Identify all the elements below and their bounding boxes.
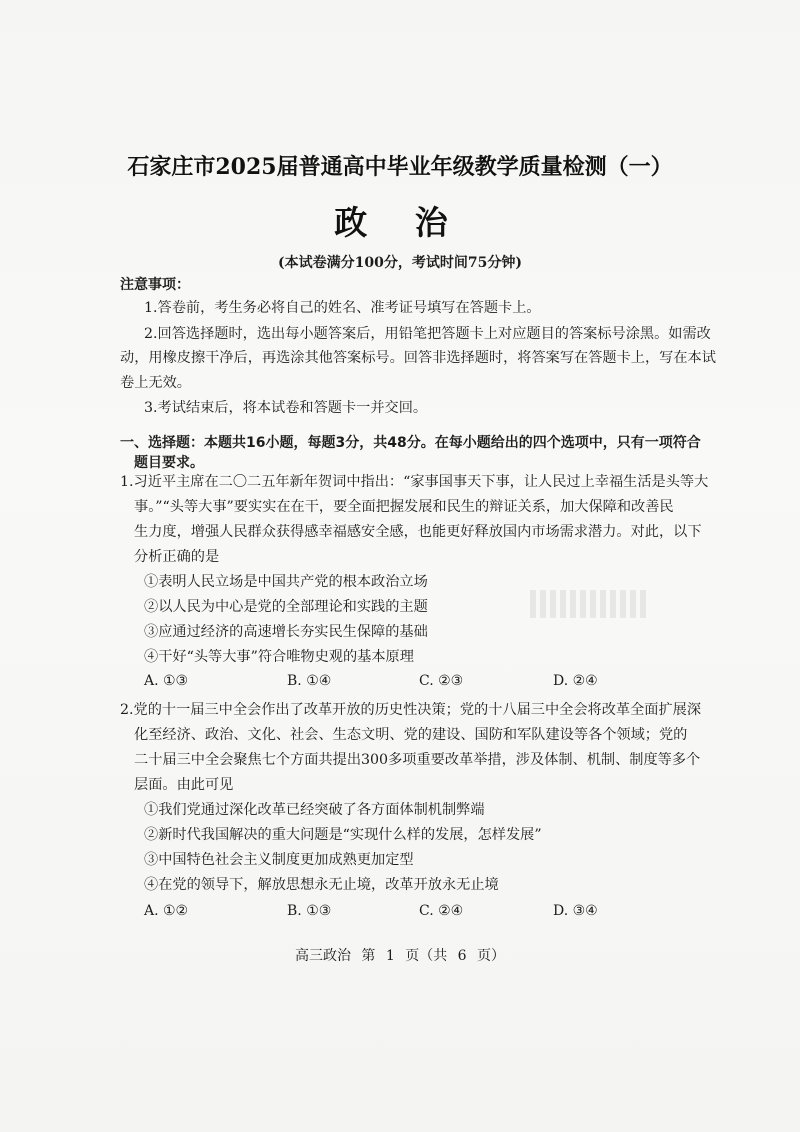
subject-title: 政 治 — [334, 203, 466, 242]
q1-option-b: B. ①④ — [287, 673, 332, 689]
notice-item-3: 3.考试结束后，将本试卷和答题卡一并交回。 — [144, 400, 428, 416]
q1-option-c: C. ②③ — [419, 673, 464, 689]
q1-option-a: A. ①③ — [144, 673, 189, 689]
q1-statement-4: ④干好“头等大事”符合唯物史观的基本原理 — [144, 649, 414, 665]
q2-statement-2: ②新时代我国解决的重大问题是“实现什么样的发展，怎样发展” — [144, 827, 542, 843]
exam-info: (本试卷满分100分，考试时间75分钟) — [278, 255, 522, 271]
notice-item-2-line-1: 2.回答选择题时，选出每小题答案后，用铅笔把答题卡上对应题目的答案标号涂黑。如需改 — [144, 326, 711, 342]
section-heading-line-2: 题目要求。 — [134, 455, 204, 471]
q1-stem-line-4: 分析正确的是 — [134, 549, 220, 565]
q1-option-d: D. ②④ — [553, 673, 598, 689]
q1-statement-2: ②以人民为中心是党的全部理论和实践的主题 — [144, 599, 428, 615]
q1-statement-3: ③应通过经济的高速增长夯实民生保障的基础 — [144, 624, 428, 640]
q2-option-b: B. ①③ — [287, 903, 332, 919]
q2-stem-line-2: 化至经济、政治、文化、社会、生态文明、党的建设、国防和军队建设等各个领域；党的 — [134, 727, 688, 743]
q2-statement-3: ③中国特色社会主义制度更加成熟更加定型 — [144, 852, 414, 868]
q1-stem-line-2: 事。”“头等大事”要实实在在干，要全面把握发展和民生的辩证关系，加大保障和改善民 — [134, 499, 674, 515]
notice-item-2-line-2: 动，用橡皮擦干净后，再选涂其他答案标号。回答非选择题时，将答案写在答题卡上，写在本试 — [120, 350, 716, 366]
page-footer: 高三政治 第 1 页（共 6 页） — [294, 948, 506, 964]
q1-statement-1: ①表明人民立场是中国共产党的根本政治立场 — [144, 574, 428, 590]
q1-stem-line-1: 1.习近平主席在二〇二五年新年贺词中指出：“家事国事天下事，让人民过上幸福生活是头等大 — [120, 474, 709, 490]
faint-watermark — [530, 590, 650, 618]
notice-item-1: 1.答卷前，考生务必将自己的姓名、准考证号填写在答题卡上。 — [144, 300, 541, 316]
notice-heading: 注意事项： — [120, 277, 190, 293]
q2-option-a: A. ①② — [144, 903, 189, 919]
q2-stem-line-4: 层面。由此可见 — [134, 777, 234, 793]
q2-stem-line-1: 2.党的十一届三中全会作出了改革开放的历史性决策；党的十八届三中全会将改革全面扩展深 — [120, 702, 702, 718]
exam-title: 石家庄市2025届普通高中毕业年级教学质量检测（一） — [127, 154, 673, 180]
notice-item-2-line-3: 卷上无效。 — [120, 375, 191, 391]
section-heading-line-1: 一、选择题：本题共16小题，每题3分，共48分。在每小题给出的四个选项中，只有一项符合 — [120, 435, 701, 451]
q2-statement-4: ④在党的领导下，解放思想永无止境，改革开放永无止境 — [144, 877, 499, 893]
q2-option-d: D. ③④ — [553, 903, 598, 919]
q1-stem-line-3: 生力度，增强人民群众获得感幸福感安全感，也能更好释放国内市场需求潜力。对此，以下 — [134, 524, 702, 540]
q2-option-c: C. ②④ — [419, 903, 464, 919]
q2-statement-1: ①我们党通过深化改革已经突破了各方面体制机制弊端 — [144, 802, 485, 818]
q2-stem-line-3: 二十届三中全会聚焦七个方面共提出300多项重要改革举措，涉及体制、机制、制度等多个 — [134, 752, 701, 768]
